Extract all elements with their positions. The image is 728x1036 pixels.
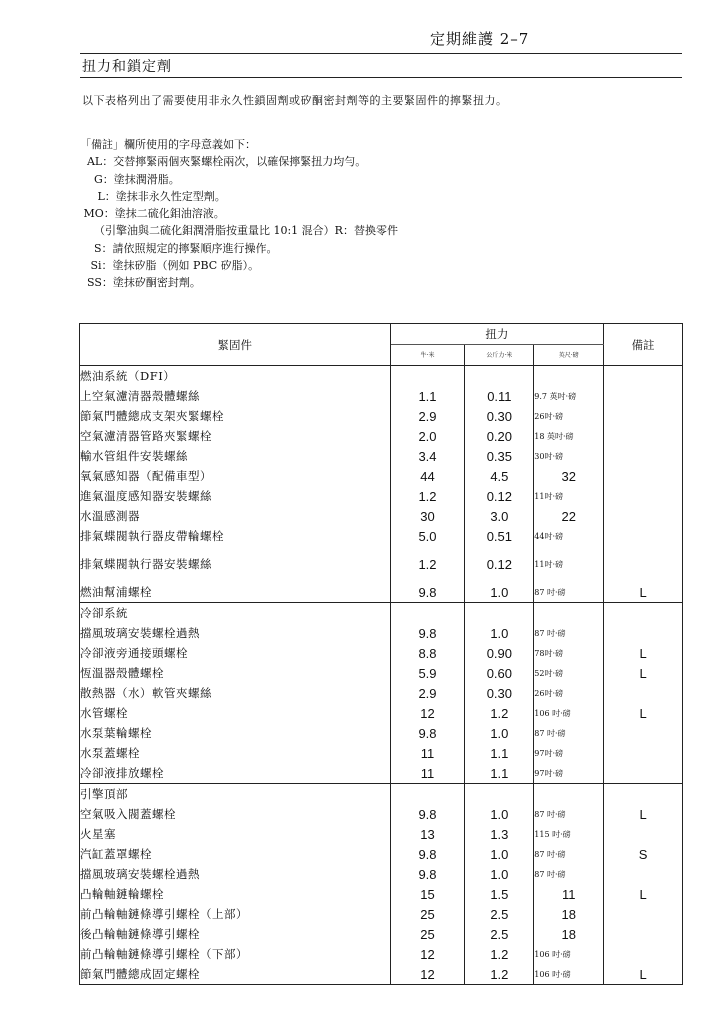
col-header-torque: 扭力: [390, 324, 604, 345]
table-row: [80, 406, 683, 426]
torque-kgfm-cell: 1.5: [465, 884, 534, 904]
remark-cell: L: [604, 804, 683, 824]
torque-kgfm-cell: 2.5: [465, 904, 534, 924]
remark-cell: L: [604, 884, 683, 904]
section-rule: [80, 77, 682, 78]
torque-kgfm-cell: 0.51: [465, 526, 534, 546]
torque-kgfm-cell: 1.1: [465, 763, 534, 784]
table-row: [80, 944, 683, 964]
remark-cell: [604, 924, 683, 944]
remark-cell: [604, 506, 683, 526]
remark-cell: [604, 406, 683, 426]
remark-cell: [604, 546, 683, 582]
torque-kgfm-cell: 1.2: [465, 703, 534, 723]
torque-kgfm-cell: 1.0: [465, 723, 534, 743]
torque-nm-cell: 13: [390, 824, 465, 844]
legend-line: G：塗抹潤滑脂。: [80, 172, 180, 186]
section-title-cell: 燃油系統（DFI）: [80, 366, 391, 387]
table-row: [80, 743, 683, 763]
torque-nm-cell: 9.8: [390, 864, 465, 884]
torque-kgfm-cell: 0.60: [465, 663, 534, 683]
torque-kgfm-cell: 0.90: [465, 643, 534, 663]
table-row: [80, 446, 683, 466]
torque-nm-cell: 9.8: [390, 582, 465, 603]
fastener-name-cell: 燃油幫浦螺栓: [80, 582, 391, 603]
torque-kgfm-cell: 1.1: [465, 743, 534, 763]
section-empty-cell: [604, 366, 683, 387]
table-body: [80, 366, 683, 985]
torque-kgfm-cell: 0.11: [465, 386, 534, 406]
torque-nm-cell: 12: [390, 964, 465, 985]
torque-ftlb-cell: 18: [534, 904, 604, 924]
table-row: [80, 526, 683, 546]
fastener-name-cell: 恆溫器殼體螺栓: [80, 663, 391, 683]
remark-cell: L: [604, 964, 683, 985]
torque-kgfm-cell: 1.0: [465, 623, 534, 643]
torque-nm-cell: 1.2: [390, 546, 465, 582]
fastener-name-cell: 擋風玻璃安裝螺栓過熱: [80, 864, 391, 884]
torque-kgfm-cell: 0.12: [465, 546, 534, 582]
remark-cell: [604, 526, 683, 546]
fastener-name-cell: 前凸輪軸鏈條導引螺栓（下部）: [80, 944, 391, 964]
fastener-name-cell: 冷卻液旁通接頭螺栓: [80, 643, 391, 663]
table-row: [80, 703, 683, 723]
remark-cell: [604, 743, 683, 763]
torque-table: [79, 323, 683, 985]
section-title-cell: 引擎頂部: [80, 784, 391, 805]
remark-cell: [604, 446, 683, 466]
intro-paragraph: 以下表格列出了需要使用非永久性鎖固劑或矽酮密封劑等的主要緊固件的擰緊扭力。: [82, 94, 508, 107]
torque-nm-cell: 2.9: [390, 683, 465, 703]
fastener-name-cell: 排氣蝶閥執行器皮帶輪螺栓: [80, 526, 391, 546]
torque-kgfm-cell: 3.0: [465, 506, 534, 526]
table-row: [80, 386, 683, 406]
remark-cell: [604, 763, 683, 784]
section-empty-cell: [390, 603, 465, 624]
remark-cell: L: [604, 582, 683, 603]
fastener-name-cell: 空氣濾清器管路夾緊螺栓: [80, 426, 391, 446]
torque-ftlb-cell: 78吋·磅: [534, 643, 604, 663]
table-row: [80, 582, 683, 603]
section-title-cell: 冷卻系統: [80, 603, 391, 624]
table-row: [80, 683, 683, 703]
torque-ftlb-cell: 18 英吋·磅: [534, 426, 604, 446]
section-title: 扭力和鎖定劑: [82, 59, 172, 75]
section-empty-cell: [465, 366, 534, 387]
remark-cell: [604, 944, 683, 964]
torque-ftlb-cell: 26吋·磅: [534, 406, 604, 426]
fastener-name-cell: 汽缸蓋罩螺栓: [80, 844, 391, 864]
torque-kgfm-cell: 1.2: [465, 964, 534, 985]
legend-line: （引擎油與二硫化鉬潤滑脂按重量比 10:1 混合）R：替換零件: [80, 224, 398, 238]
fastener-name-text: 排氣蝶閥執行器安裝螺絲: [80, 557, 212, 571]
section-empty-cell: [534, 603, 604, 624]
torque-nm-cell: 8.8: [390, 643, 465, 663]
torque-nm-cell: 2.9: [390, 406, 465, 426]
torque-kgfm-cell: 0.30: [465, 683, 534, 703]
torque-kgfm-cell: 1.3: [465, 824, 534, 844]
torque-ftlb-cell: 11吋·磅: [534, 486, 604, 506]
torque-nm-cell: 44: [390, 466, 465, 486]
torque-kgfm-cell: 1.0: [465, 582, 534, 603]
torque-kgfm-cell: 0.35: [465, 446, 534, 466]
torque-ftlb-cell: 115 吋·磅: [534, 824, 604, 844]
table-row: [80, 486, 683, 506]
table-row: [80, 884, 683, 904]
fastener-name-cell: 上空氣濾清器殼體螺絲: [80, 386, 391, 406]
fastener-name-cell: 節氣門體總成支架夾緊螺栓: [80, 406, 391, 426]
unit-ftlb: 英尺·磅: [534, 345, 604, 366]
torque-nm-cell: 12: [390, 944, 465, 964]
table-row: [80, 466, 683, 486]
torque-kgfm-cell: 1.0: [465, 844, 534, 864]
fastener-name-cell: 水泵蓋螺栓: [80, 743, 391, 763]
torque-kgfm-cell: 1.0: [465, 864, 534, 884]
torque-kgfm-cell: 0.20: [465, 426, 534, 446]
legend-line: SS：塗抹矽酮密封劑。: [80, 276, 201, 290]
section-empty-cell: [390, 366, 465, 387]
remark-cell: S: [604, 844, 683, 864]
section-row: [80, 366, 683, 387]
torque-nm-cell: 5.0: [390, 526, 465, 546]
legend-line: L：塗抹非永久性定型劑。: [80, 189, 226, 203]
remark-cell: L: [604, 703, 683, 723]
torque-ftlb-cell: 52吋·磅: [534, 663, 604, 683]
torque-ftlb-cell: 11吋·磅: [534, 546, 604, 582]
torque-ftlb-cell: 97吋·磅: [534, 743, 604, 763]
fastener-name-cell: 散熱器（水）軟管夾螺絲: [80, 683, 391, 703]
torque-ftlb-cell: 87 吋·磅: [534, 623, 604, 643]
remark-cell: [604, 426, 683, 446]
remark-cell: L: [604, 643, 683, 663]
table-row: [80, 964, 683, 985]
fastener-name-cell: 凸輪軸鏈輪螺栓: [80, 884, 391, 904]
fastener-name-cell: 輸水管組件安裝螺絲: [80, 446, 391, 466]
section-row: [80, 784, 683, 805]
torque-ftlb-cell: 106 吋·磅: [534, 964, 604, 985]
torque-ftlb-cell: 26吋·磅: [534, 683, 604, 703]
fastener-name-cell: 冷卻液排放螺栓: [80, 763, 391, 784]
torque-kgfm-cell: 0.12: [465, 486, 534, 506]
section-empty-cell: [534, 784, 604, 805]
fastener-name-cell: 擋風玻璃安裝螺栓過熱: [80, 623, 391, 643]
remark-cell: [604, 466, 683, 486]
legend-line: 「備註」欄所使用的字母意義如下：: [80, 138, 256, 151]
section-empty-cell: [390, 784, 465, 805]
torque-ftlb-cell: 87 吋·磅: [534, 723, 604, 743]
torque-ftlb-cell: 106 吋·磅: [534, 703, 604, 723]
torque-ftlb-cell: 87 吋·磅: [534, 844, 604, 864]
page-header-ref: 定期維護 2–7: [430, 30, 530, 48]
torque-ftlb-cell: 87 吋·磅: [534, 582, 604, 603]
torque-nm-cell: 5.9: [390, 663, 465, 683]
table-row: [80, 844, 683, 864]
remark-cell: [604, 864, 683, 884]
torque-nm-cell: 12: [390, 703, 465, 723]
fastener-name-cell: 火星塞: [80, 824, 391, 844]
fastener-name-cell: 水溫感測器: [80, 506, 391, 526]
section-empty-cell: [465, 784, 534, 805]
table-row: [80, 763, 683, 784]
torque-ftlb-cell: 87 吋·磅: [534, 864, 604, 884]
torque-ftlb-cell: 44吋·磅: [534, 526, 604, 546]
table-row: [80, 864, 683, 884]
remark-cell: [604, 723, 683, 743]
torque-nm-cell: 1.2: [390, 486, 465, 506]
torque-ftlb-cell: 87 吋·磅: [534, 804, 604, 824]
remark-cell: L: [604, 663, 683, 683]
table-row: [80, 663, 683, 683]
section-empty-cell: [604, 784, 683, 805]
fastener-name-cell: 水泵葉輪螺栓: [80, 723, 391, 743]
torque-kgfm-cell: 1.2: [465, 944, 534, 964]
legend-line: MO：塗抹二硫化鉬油溶液。: [80, 207, 225, 221]
torque-nm-cell: 9.8: [390, 844, 465, 864]
table-row: [80, 924, 683, 944]
torque-nm-cell: 3.4: [390, 446, 465, 466]
header-rule: [80, 53, 682, 54]
remark-cell: [604, 486, 683, 506]
remark-cell: [604, 386, 683, 406]
remark-cell: [604, 623, 683, 643]
fastener-name-cell: 氧氣感知器（配備車型）: [80, 466, 391, 486]
section-empty-cell: [534, 366, 604, 387]
remark-legend: [80, 136, 398, 292]
fastener-name-cell: 節氣門體總成固定螺栓: [80, 964, 391, 985]
legend-line: AL：交替擰緊兩個夾緊螺栓兩次，以確保擰緊扭力均勻。: [80, 155, 367, 169]
torque-nm-cell: 25: [390, 904, 465, 924]
col-header-fastener: 緊固件: [80, 324, 391, 366]
fastener-name-cell: 進氣溫度感知器安裝螺絲: [80, 486, 391, 506]
fastener-name-cell: [80, 546, 391, 582]
torque-nm-cell: 1.1: [390, 386, 465, 406]
fastener-name-cell: 水管螺栓: [80, 703, 391, 723]
torque-kgfm-cell: 2.5: [465, 924, 534, 944]
table-row: [80, 623, 683, 643]
fastener-name-cell: 前凸輪軸鏈條導引螺栓（上部）: [80, 904, 391, 924]
torque-nm-cell: 9.8: [390, 623, 465, 643]
torque-nm-cell: 9.8: [390, 723, 465, 743]
torque-ftlb-cell: 32: [534, 466, 604, 486]
torque-kgfm-cell: 1.0: [465, 804, 534, 824]
section-empty-cell: [465, 603, 534, 624]
torque-nm-cell: 9.8: [390, 804, 465, 824]
table-row: [80, 804, 683, 824]
col-header-remark: 備註: [604, 324, 683, 366]
remark-cell: [604, 904, 683, 924]
torque-ftlb-cell: 30吋·磅: [534, 446, 604, 466]
remark-cell: [604, 683, 683, 703]
table-row: [80, 506, 683, 526]
torque-nm-cell: 11: [390, 763, 465, 784]
table-row: [80, 723, 683, 743]
torque-ftlb-cell: 97吋·磅: [534, 763, 604, 784]
table-row: [80, 643, 683, 663]
section-row: [80, 603, 683, 624]
fastener-name-cell: 空氣吸入閥蓋螺栓: [80, 804, 391, 824]
torque-kgfm-cell: 4.5: [465, 466, 534, 486]
table-row: [80, 824, 683, 844]
remark-cell: [604, 824, 683, 844]
torque-ftlb-cell: 106 吋·磅: [534, 944, 604, 964]
legend-line: Si：塗抹矽脂（例如 PBC 矽脂）。: [80, 259, 260, 273]
table-row: [80, 904, 683, 924]
torque-ftlb-cell: 18: [534, 924, 604, 944]
torque-nm-cell: 25: [390, 924, 465, 944]
fastener-name-cell: 後凸輪軸鏈條導引螺栓: [80, 924, 391, 944]
torque-nm-cell: 2.0: [390, 426, 465, 446]
unit-kgfm: 公斤力·米: [465, 345, 534, 366]
legend-line: S：請依照規定的擰緊順序進行操作。: [80, 241, 278, 255]
table-row: [80, 426, 683, 446]
torque-ftlb-cell: 22: [534, 506, 604, 526]
unit-nm: 牛·米: [390, 345, 465, 366]
torque-nm-cell: 30: [390, 506, 465, 526]
section-empty-cell: [604, 603, 683, 624]
torque-kgfm-cell: 0.30: [465, 406, 534, 426]
torque-ftlb-cell: 9.7 英吋·磅: [534, 386, 604, 406]
torque-ftlb-cell: 11: [534, 884, 604, 904]
torque-nm-cell: 15: [390, 884, 465, 904]
table-row: [80, 546, 683, 582]
torque-nm-cell: 11: [390, 743, 465, 763]
